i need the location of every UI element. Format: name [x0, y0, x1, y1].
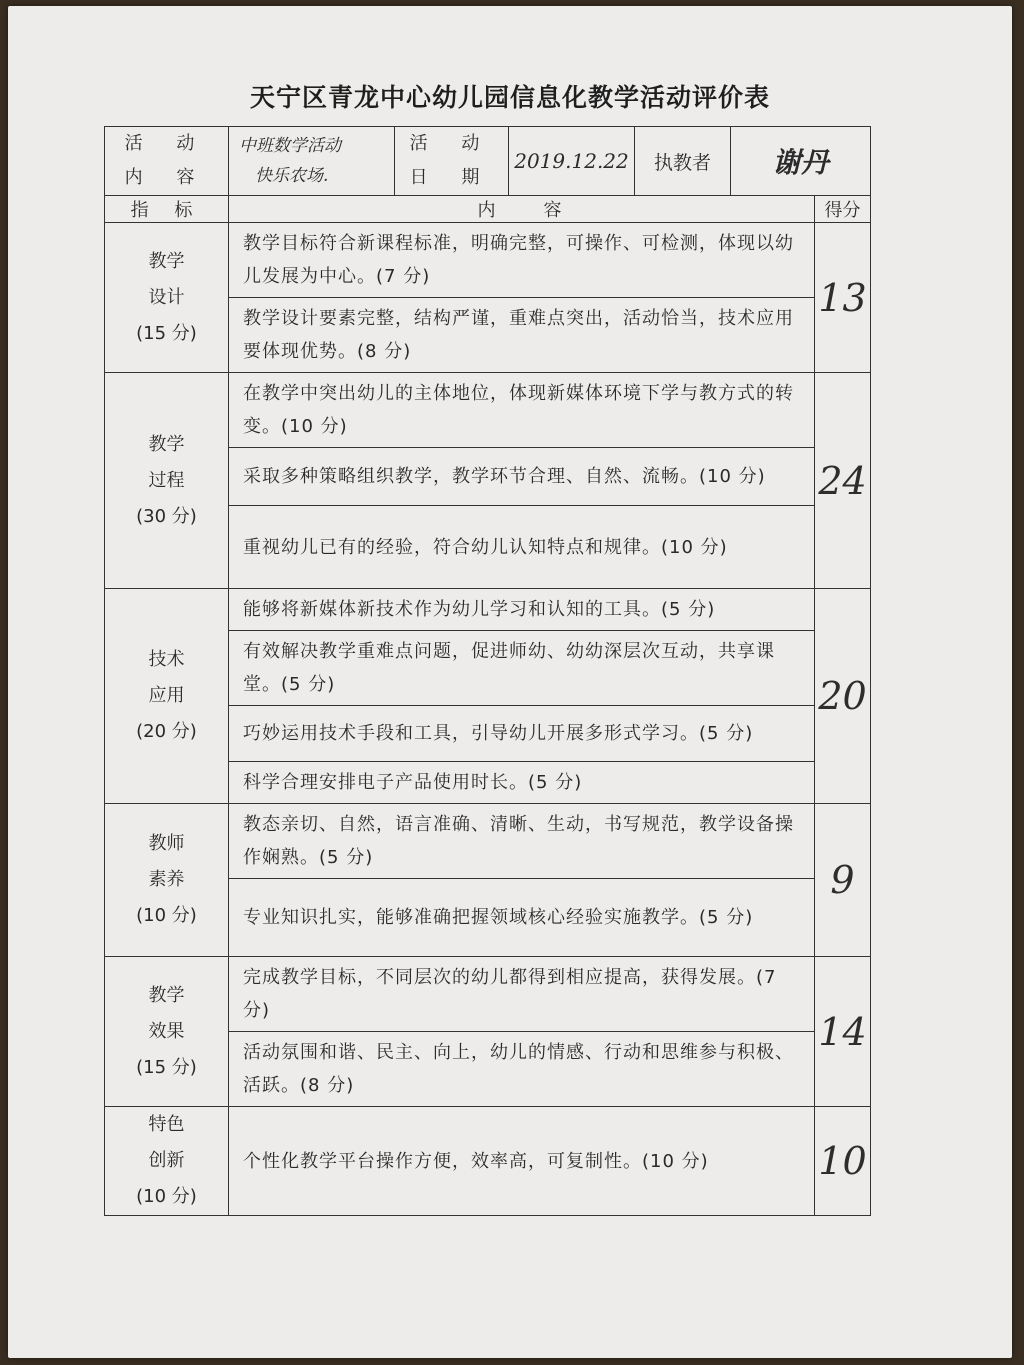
- indicator-line: 教师: [148, 833, 185, 854]
- section-row: [105, 223, 871, 298]
- criterion-text: 教学目标符合新课程标准，明确完整，可操作、可检测，体现以幼儿发展为中心。(7 分): [229, 223, 815, 298]
- indicator-line: 设计: [148, 286, 185, 308]
- column-header-row: [105, 196, 871, 223]
- section-row: [105, 804, 871, 879]
- indicator-line: (15 分): [136, 322, 197, 344]
- criterion-text: 在教学中突出幼儿的主体地位，体现新媒体环境下学与教方式的转变。(10 分): [229, 373, 815, 448]
- teacher-value: 谢丹: [731, 127, 871, 196]
- score-cell: 13: [815, 223, 871, 373]
- criterion-text: 科学合理安排电子产品使用时长。(5 分): [229, 762, 815, 804]
- activity-date-value: 2019.12.22: [509, 127, 635, 196]
- score-header: 得分: [815, 196, 871, 223]
- indicator-header: 指 标: [105, 196, 229, 223]
- indicator-line: (15 分): [136, 1056, 197, 1078]
- criterion-text: 专业知识扎实，能够准确把握领域核心经验实施教学。(5 分): [229, 879, 815, 957]
- indicator-cell: [105, 223, 229, 373]
- header-row: [105, 127, 871, 196]
- criterion-text: 有效解决教学重难点问题，促进师幼、幼幼深层次互动，共享课堂。(5 分): [229, 631, 815, 706]
- indicator-line: (30 分): [136, 505, 197, 527]
- section-row: [105, 373, 871, 448]
- paper-sheet: [8, 6, 1012, 1358]
- indicator-line: 教学: [148, 250, 185, 272]
- criterion-text: 重视幼儿已有的经验，符合幼儿认知特点和规律。(10 分): [229, 506, 815, 589]
- indicator-line: 应用: [148, 685, 185, 706]
- section-row: [105, 1107, 871, 1216]
- score-cell: 24: [815, 373, 871, 589]
- teacher-label: 执教者: [635, 127, 731, 196]
- evaluation-table: [104, 126, 871, 1216]
- indicator-cell: [105, 589, 229, 804]
- criterion-text: 巧妙运用技术手段和工具，引导幼儿开展多形式学习。(5 分): [229, 706, 815, 762]
- indicator-cell: [105, 373, 229, 589]
- indicator-line: (10 分): [136, 1186, 197, 1207]
- indicator-line: 教学: [148, 433, 185, 455]
- indicator-line: 技术: [148, 649, 185, 670]
- indicator-line: 过程: [148, 469, 185, 491]
- criterion-text: 教学设计要素完整，结构严谨，重难点突出，活动恰当，技术应用要体现优势。(8 分): [229, 298, 815, 373]
- indicator-line: (20 分): [136, 721, 197, 742]
- page-title: 天宁区青龙中心幼儿园信息化教学活动评价表: [249, 83, 770, 112]
- activity-content-value: 中班数学活动 快乐农场.: [229, 127, 395, 196]
- section-row: [105, 957, 871, 1032]
- section-row: [105, 589, 871, 631]
- indicator-line: 创新: [148, 1150, 185, 1171]
- criterion-text: 活动氛围和谐、民主、向上，幼儿的情感、行动和思维参与积极、活跃。(8 分): [229, 1032, 815, 1107]
- indicator-line: 素养: [148, 869, 185, 890]
- activity-date-label: 活 动 日 期: [395, 127, 509, 196]
- content-header: 内 容: [229, 196, 815, 223]
- criterion-text: 能够将新媒体新技术作为幼儿学习和认知的工具。(5 分): [229, 589, 815, 631]
- indicator-line: (10 分): [136, 905, 197, 926]
- indicator-line: 特色: [148, 1114, 185, 1135]
- sections-body: [105, 223, 871, 1216]
- indicator-line: 效果: [148, 1020, 185, 1042]
- criterion-text: 教态亲切、自然，语言准确、清晰、生动，书写规范，教学设备操作娴熟。(5 分): [229, 804, 815, 879]
- criterion-text: 个性化教学平台操作方便，效率高，可复制性。(10 分): [229, 1107, 815, 1216]
- indicator-line: 教学: [148, 984, 185, 1006]
- score-cell: 20: [815, 589, 871, 804]
- indicator-cell: [105, 804, 229, 957]
- indicator-cell: [105, 1107, 229, 1216]
- criterion-text: 完成教学目标，不同层次的幼儿都得到相应提高，获得发展。(7 分): [229, 957, 815, 1032]
- indicator-cell: [105, 957, 229, 1107]
- criterion-text: 采取多种策略组织教学，教学环节合理、自然、流畅。(10 分): [229, 448, 815, 506]
- score-cell: 14: [815, 957, 871, 1107]
- activity-content-label: 活 动 内 容: [105, 127, 229, 196]
- score-cell: 10: [815, 1107, 871, 1216]
- score-cell: 9: [815, 804, 871, 957]
